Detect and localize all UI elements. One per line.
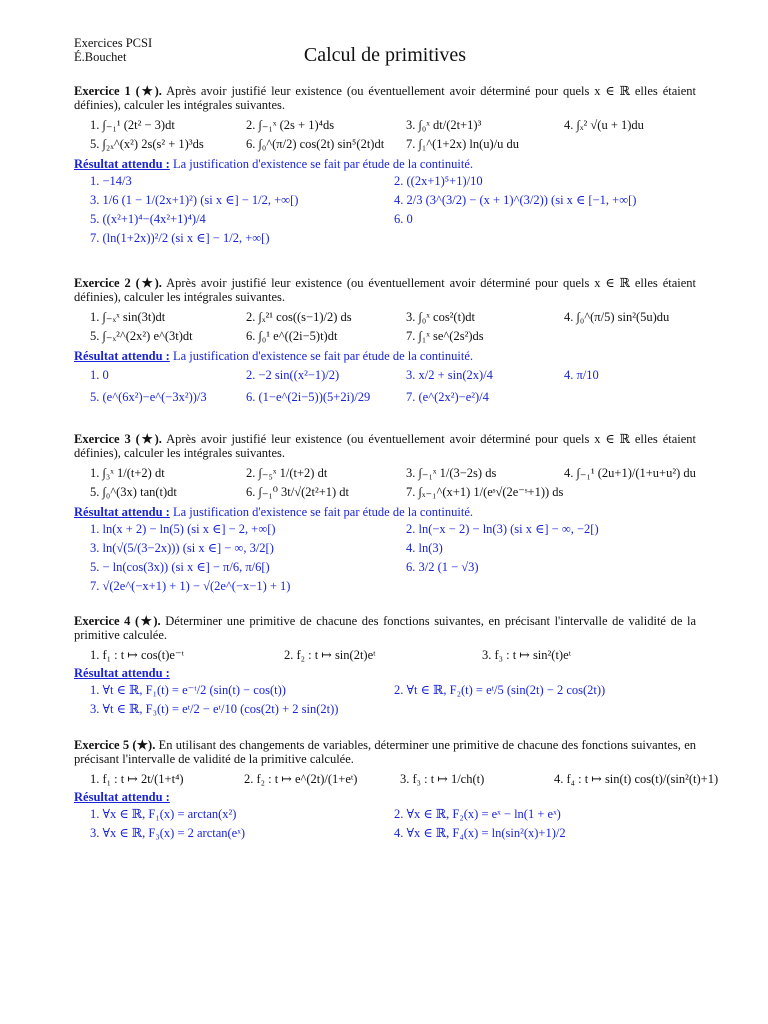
results-row [74, 229, 696, 248]
exercise-3-text: Après avoir justifié leur existence (ou éventuellement avoir déterminé pour quels x ∈ ℝ elles étaient définies), calculer les intégrales suivantes. [74, 432, 697, 460]
result-item: 3. ∀t ∈ ℝ, F₃(t) = eᵗ/2 − eᵗ/10 (cos(2t) + 2 sin(2t)) [90, 702, 339, 716]
results-row [74, 364, 696, 386]
exercise-4 [74, 614, 696, 719]
exercise-4-statement [74, 614, 696, 642]
items-row [74, 135, 696, 154]
item: 7. ∫₁ˣ se^(2s²)ds [406, 329, 484, 343]
result-item: 4. ln(3) [406, 541, 443, 555]
exercise-2-text: Après avoir justifié leur existence (ou éventuellement avoir déterminé pour quels x ∈ ℝ elles étaient définies), calculer les intégrales suivantes. [74, 276, 697, 304]
result-item: 4. 2/3 (3^(3/2) − (x + 1)^(3/2)) (si x ∈ [−1, +∞[) [394, 193, 637, 207]
exercise-5-results [74, 805, 696, 843]
course-name: Exercices PCSI [74, 36, 153, 50]
item: 1. ∫₃ˣ 1/(t+2) dt [90, 466, 165, 480]
result-item: 7. (ln(1+2x))²/2 (si x ∈] − 1/2, +∞[) [90, 231, 270, 245]
item: 4. ∫₋₁¹ (2u+1)/(1+u+u²) du [564, 466, 696, 480]
items-row [74, 464, 696, 483]
exercise-4-items [74, 646, 696, 665]
result-item: 1. ln(x + 2) − ln(5) (si x ∈] − 2, +∞[) [90, 522, 276, 536]
exercise-1-statement [74, 84, 696, 112]
item: 1. f₁ : t ↦ cos(t)e⁻ᵗ [90, 648, 184, 662]
exercise-5-items [74, 770, 719, 789]
exercise-5-text: En utilisant des changements de variables, déterminer une primitive de chacune des fonctions suivantes, en précisant l'intervalle de validité de la primitive calculée. [74, 738, 697, 766]
exercise-3 [74, 432, 696, 596]
exercise-3-title: Exercice 3 (★). [74, 432, 162, 446]
continuity-note: La justification d'existence se fait par étude de la continuité. [172, 349, 474, 363]
exercise-2-statement [74, 276, 696, 304]
item: 5. ∫₂ₓ^(x²) 2s(s² + 1)³ds [90, 137, 204, 151]
result-label: Résultat attendu : [74, 790, 170, 804]
result-item: 2. ((2x+1)⁵+1)/10 [394, 174, 483, 188]
result-item: 6. 0 [394, 212, 413, 226]
exercise-5 [74, 738, 719, 843]
result-item: 5. − ln(cos(3x)) (si x ∈] − π/6, π/6[) [90, 560, 270, 574]
item: 2. ∫₋₁ˣ (2s + 1)⁴ds [246, 118, 335, 132]
exercise-2-results [74, 364, 696, 408]
results-row [74, 520, 696, 539]
result-label: Résultat attendu : [74, 157, 170, 171]
item: 6. ∫₀¹ e^((2i−5)t)dt [246, 329, 338, 343]
exercise-4-title: Exercice 4 (★). [74, 614, 161, 628]
result-item: 1. −14/3 [90, 174, 132, 188]
item: 1. ∫₋ₓˣ sin(3t)dt [90, 310, 166, 324]
result-item: 3. 1/6 (1 − 1/(2x+1)²) (si x ∈] − 1/2, +∞[) [90, 193, 299, 207]
result-item: 7. (e^(2x²)−e²)/4 [406, 390, 489, 404]
result-item: 2. −2 sin((x²−1)/2) [246, 368, 340, 382]
item: 3. f₃ : t ↦ 1/ch(t) [400, 772, 485, 786]
exercise-2 [74, 276, 696, 408]
item: 4. f₄ : t ↦ sin(t) cos(t)/(sin²(t)+1) [554, 772, 719, 786]
item: 3. ∫₀ˣ dt/(2t+1)³ [406, 118, 482, 132]
item: 1. ∫₋₁¹ (2t² − 3)dt [90, 118, 175, 132]
item: 2. ∫ₓ²¹ cos((s−1)/2) ds [246, 310, 352, 324]
results-row [74, 191, 696, 210]
result-item: 2. ∀t ∈ ℝ, F₂(t) = eᵗ/5 (sin(2t) − 2 cos(2t)) [394, 683, 606, 697]
item: 7. ∫₁^(1+2x) ln(u)/u du [406, 137, 520, 151]
results-row [74, 558, 696, 577]
exercise-1-items [74, 116, 696, 154]
items-row [74, 308, 696, 327]
item: 1. f₁ : t ↦ 2t/(1+t⁴) [90, 772, 184, 786]
exercise-3-results [74, 520, 696, 596]
exercise-1 [74, 84, 696, 248]
exercise-4-text: Déterminer une primitive de chacune des fonctions suivantes, en précisant l'intervalle de validité de la primitive calculée. [74, 614, 697, 642]
exercise-1-text: Après avoir justifié leur existence (ou éventuellement avoir déterminé pour quels x ∈ ℝ elles étaient définies), calculer les intégrales suivantes. [74, 84, 697, 112]
result-label: Résultat attendu : [74, 666, 170, 680]
results-row [74, 577, 696, 596]
items-row [74, 770, 719, 789]
exercise-3-statement [74, 432, 696, 460]
results-row [74, 386, 696, 408]
result-item: 3. x/2 + sin(2x)/4 [406, 368, 493, 382]
result-item: 2. ln(−x − 2) − ln(3) (si x ∈] − ∞, −2[) [406, 522, 599, 536]
results-row [74, 805, 696, 824]
item: 2. ∫₋₅ˣ 1/(t+2) dt [246, 466, 328, 480]
item: 3. ∫₋₁ˣ 1/(3−2s) ds [406, 466, 497, 480]
item: 3. ∫₀ˣ cos²(t)dt [406, 310, 475, 324]
result-item: 1. ∀x ∈ ℝ, F₁(x) = arctan(x²) [90, 807, 237, 821]
items-row [74, 327, 696, 346]
item: 6. ∫₋₁⁰ 3t/√(2t²+1) dt [246, 485, 350, 499]
item: 5. ∫₀^(3x) tan(t)dt [90, 485, 177, 499]
results-row [74, 700, 696, 719]
item: 3. f₃ : t ↦ sin²(t)eᵗ [482, 648, 572, 662]
result-item: 1. ∀t ∈ ℝ, F₁(t) = e⁻ᵗ/2 (sin(t) − cos(t)) [90, 683, 286, 697]
exercise-5-title: Exercice 5 (★). [74, 738, 156, 752]
result-item: 3. ln(√(5/(3−2x))) (si x ∈] − ∞, 3/2[) [90, 541, 274, 555]
exercise-4-results [74, 681, 696, 719]
result-item: 1. 0 [90, 368, 109, 382]
items-row [74, 646, 696, 665]
result-item: 4. ∀x ∈ ℝ, F₄(x) = ln(sin²(x)+1)/2 [394, 826, 566, 840]
result-heading [74, 789, 696, 805]
exercise-5-statement [74, 738, 696, 766]
result-heading [74, 504, 696, 520]
item: 7. ∫ₓ₋₁^(x+1) 1/(eˢ√(2e⁻ˢ+1)) ds [406, 485, 564, 499]
item: 4. ∫₀^(π/5) sin²(5u)du [564, 310, 670, 324]
result-item: 4. π/10 [564, 368, 599, 382]
results-row [74, 539, 696, 558]
continuity-note: La justification d'existence se fait par étude de la continuité. [172, 157, 474, 171]
result-item: 6. (1−e^(2i−5))(5+2i)/29 [246, 390, 371, 404]
results-row [74, 210, 696, 229]
exercise-1-results [74, 172, 696, 248]
result-item: 2. ∀x ∈ ℝ, F₂(x) = eˣ − ln(1 + eˣ) [394, 807, 561, 821]
result-label: Résultat attendu : [74, 349, 170, 363]
result-item: 5. ((x²+1)⁴−(4x²+1)⁴)/4 [90, 212, 206, 226]
item: 5. ∫₋ₓ²^(2x²) e^(3t)dt [90, 329, 193, 343]
item: 4. ∫ₓ² √(u + 1)du [564, 118, 644, 132]
page-title: Calcul de primitives [303, 44, 467, 66]
results-row [74, 824, 696, 843]
item: 2. f₂ : t ↦ sin(2t)eᵗ [284, 648, 376, 662]
items-row [74, 483, 696, 502]
result-label: Résultat attendu : [74, 505, 170, 519]
result-heading [74, 665, 696, 681]
results-row [74, 681, 696, 700]
exercise-2-title: Exercice 2 (★). [74, 276, 162, 290]
result-item: 5. (e^(6x²)−e^(−3x²))/3 [90, 390, 207, 404]
author-name: É.Bouchet [74, 50, 127, 64]
continuity-note: La justification d'existence se fait par étude de la continuité. [172, 505, 474, 519]
result-item: 7. √(2e^(−x+1) + 1) − √(2e^(−x−1) + 1) [90, 579, 291, 593]
items-row [74, 116, 696, 135]
result-item: 6. 3/2 (1 − √3) [406, 560, 479, 574]
results-row [74, 172, 696, 191]
result-heading [74, 348, 696, 364]
exercise-2-items [74, 308, 696, 346]
exercise-1-title: Exercice 1 (★). [74, 84, 162, 98]
item: 2. f₂ : t ↦ e^(2t)/(1+eᵗ) [244, 772, 358, 786]
item: 6. ∫₀^(π/2) cos(2t) sin⁵(2t)dt [246, 137, 385, 151]
result-heading [74, 156, 696, 172]
exercise-3-items [74, 464, 696, 502]
result-item: 3. ∀x ∈ ℝ, F₃(x) = 2 arctan(eˣ) [90, 826, 246, 840]
